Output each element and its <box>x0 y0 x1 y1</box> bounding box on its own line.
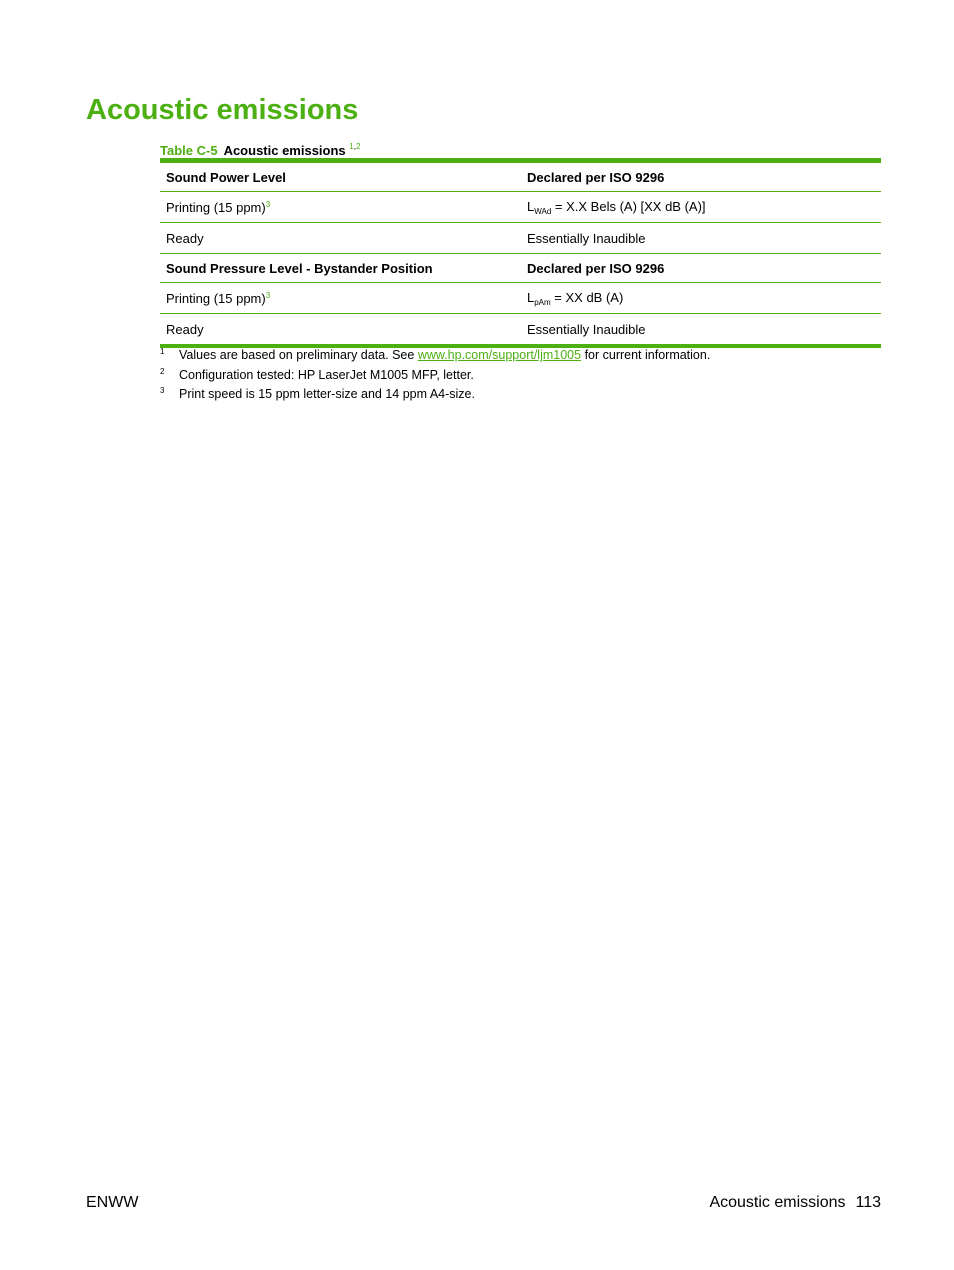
table-cell: Essentially Inaudible <box>527 321 646 337</box>
page-title: Acoustic emissions <box>86 94 359 126</box>
table-cell: Essentially Inaudible <box>521 223 881 254</box>
table-row <box>160 223 881 254</box>
table-cell <box>160 192 521 223</box>
footer-left-label: ENWW <box>86 1194 139 1211</box>
table-caption-label: Table C-5 <box>160 143 218 158</box>
symbol: L <box>527 198 535 214</box>
table-cell: Declared per ISO 9296 <box>521 254 881 283</box>
table-row <box>160 283 881 314</box>
footnote <box>160 366 881 386</box>
footer-right <box>709 1193 881 1213</box>
footnote-text <box>179 346 710 366</box>
table-row <box>160 314 881 347</box>
table-header-row <box>160 161 881 192</box>
cell-text: Printing (15 ppm) <box>166 199 266 215</box>
footnote-ref[interactable]: 3 <box>265 290 271 300</box>
table-header-row <box>160 254 881 283</box>
footnote <box>160 346 881 366</box>
table-caption-notes: 1,2 <box>349 142 361 151</box>
symbol-subscript: pAm <box>534 297 551 307</box>
table-cell: Declared per ISO 9296 <box>521 161 881 192</box>
cell-text: Printing (15 ppm) <box>166 290 266 306</box>
footnote-text-part: Values are based on preliminary data. See <box>179 348 418 362</box>
page-number: 113 <box>855 1194 881 1211</box>
footnote-ref[interactable]: 3 <box>265 199 271 209</box>
footnote-number: 2 <box>160 366 165 376</box>
cell-text: = X.X Bels (A) [XX dB (A)] <box>551 198 706 214</box>
table-row <box>160 192 881 223</box>
table-cell <box>521 283 881 314</box>
footnote-text: Configuration tested: HP LaserJet M1005 MFP, letter. <box>179 367 474 382</box>
footnote-text: Print speed is 15 ppm letter-size and 14 ppm A4-size. <box>179 387 475 401</box>
footnote-text-part: for current information. <box>581 348 711 362</box>
caption-note-ref[interactable]: 1 <box>349 142 354 151</box>
footnote-number: 1 <box>160 347 165 356</box>
table-cell <box>521 192 881 223</box>
symbol: L <box>527 289 535 305</box>
footer-section-title: Acoustic emissions <box>709 1194 846 1211</box>
table-cell: Ready <box>160 223 521 254</box>
table-cell: Sound Pressure Level - Bystander Position <box>160 254 521 283</box>
acoustic-emissions-table <box>160 158 881 348</box>
caption-note-ref[interactable]: 2 <box>355 142 361 151</box>
support-link[interactable]: www.hp.com/support/ljm1005 <box>417 348 582 362</box>
footnotes <box>160 346 881 405</box>
table-cell: Ready <box>166 321 204 337</box>
cell-text: = XX dB (A) <box>550 289 624 305</box>
table-cell: Sound Power Level <box>160 161 521 192</box>
symbol-subscript: WAd <box>534 206 552 216</box>
footnote <box>160 385 881 405</box>
table-caption-title: Acoustic emissions <box>223 143 346 158</box>
footnote-number: 3 <box>160 386 165 395</box>
table-caption <box>160 138 360 160</box>
table-cell <box>160 283 521 314</box>
